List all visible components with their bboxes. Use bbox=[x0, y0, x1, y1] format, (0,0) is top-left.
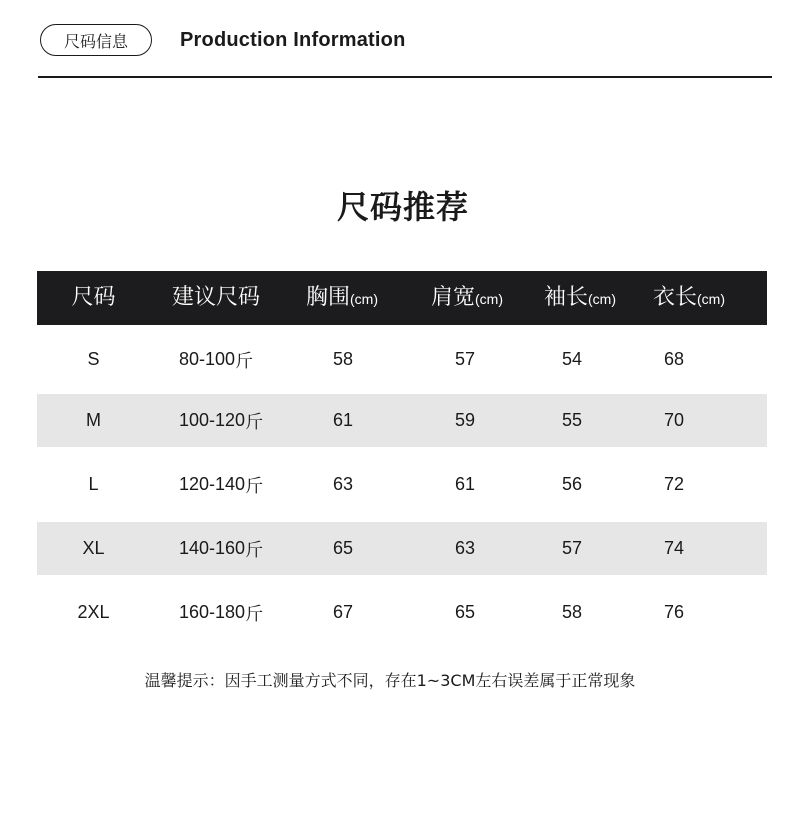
cell-chest: 65 bbox=[333, 538, 354, 558]
column-label: 肩宽 bbox=[431, 285, 476, 310]
cell-weight bbox=[179, 522, 263, 575]
page-header bbox=[0, 0, 800, 80]
weight-unit: 斤 bbox=[245, 475, 264, 497]
column-unit: (cm) bbox=[697, 291, 726, 307]
cell-sleeve: 54 bbox=[562, 349, 583, 369]
section-tag: 尺码信息 bbox=[40, 24, 152, 56]
weight-range: 140-160 bbox=[179, 538, 246, 558]
column-unit: (cm) bbox=[350, 291, 379, 307]
column-unit: (cm) bbox=[475, 291, 504, 307]
header-title: Production Information bbox=[180, 29, 406, 51]
cell-length: 72 bbox=[664, 474, 685, 494]
column-label: 袖长 bbox=[544, 285, 589, 310]
column-label: 衣长 bbox=[653, 285, 698, 310]
cell-size: S bbox=[87, 349, 100, 369]
cell-weight bbox=[179, 575, 263, 650]
cell-weight bbox=[179, 394, 263, 447]
cell-length: 74 bbox=[664, 538, 685, 558]
cell-sleeve: 57 bbox=[562, 538, 583, 558]
cell-length: 68 bbox=[664, 349, 685, 369]
column-unit: (cm) bbox=[588, 291, 617, 307]
column-header-recommended bbox=[172, 271, 260, 325]
header-divider bbox=[38, 76, 772, 78]
table-row bbox=[37, 325, 767, 394]
cell-length: 70 bbox=[664, 410, 685, 430]
column-label: 尺码 bbox=[71, 285, 116, 310]
column-header-chest bbox=[306, 271, 378, 325]
weight-range: 100-120 bbox=[179, 410, 246, 430]
weight-range: 160-180 bbox=[179, 602, 246, 622]
column-label: 建议尺码 bbox=[172, 285, 261, 310]
column-label: 胸围 bbox=[306, 285, 351, 310]
size-table bbox=[37, 271, 767, 650]
cell-shoulder: 61 bbox=[455, 474, 476, 494]
cell-shoulder: 63 bbox=[455, 538, 476, 558]
table-row bbox=[37, 447, 767, 522]
weight-range: 80-100 bbox=[179, 349, 236, 369]
column-header-length bbox=[653, 271, 725, 325]
weight-unit: 斤 bbox=[245, 539, 264, 561]
table-row bbox=[37, 394, 767, 447]
column-header-shoulder bbox=[431, 271, 503, 325]
cell-shoulder: 65 bbox=[455, 602, 476, 622]
cell-sleeve: 56 bbox=[562, 474, 583, 494]
cell-weight bbox=[179, 447, 263, 522]
weight-range: 120-140 bbox=[179, 474, 246, 494]
cell-sleeve: 55 bbox=[562, 410, 583, 430]
cell-chest: 67 bbox=[333, 602, 354, 622]
cell-chest: 58 bbox=[333, 349, 354, 369]
table-row bbox=[37, 522, 767, 575]
cell-size: L bbox=[88, 474, 99, 494]
weight-unit: 斤 bbox=[235, 350, 254, 372]
column-header-sleeve bbox=[544, 271, 616, 325]
cell-chest: 61 bbox=[333, 410, 354, 430]
section-title: 尺码推荐 bbox=[336, 188, 469, 226]
table-row bbox=[37, 575, 767, 650]
cell-length: 76 bbox=[664, 602, 685, 622]
cell-size: M bbox=[86, 410, 101, 430]
cell-chest: 63 bbox=[333, 474, 354, 494]
cell-sleeve: 58 bbox=[562, 602, 583, 622]
column-header-size bbox=[37, 271, 150, 325]
cell-size: 2XL bbox=[77, 602, 110, 622]
weight-unit: 斤 bbox=[245, 603, 264, 625]
cell-weight bbox=[179, 325, 253, 394]
measurement-note: 温馨提示：因手工测量方式不同，存在1~3CM左右误差属于正常现象 bbox=[144, 671, 636, 690]
weight-unit: 斤 bbox=[245, 411, 264, 433]
cell-size: XL bbox=[82, 538, 105, 558]
cell-shoulder: 59 bbox=[455, 410, 476, 430]
cell-shoulder: 57 bbox=[455, 349, 476, 369]
table-header bbox=[37, 271, 767, 325]
